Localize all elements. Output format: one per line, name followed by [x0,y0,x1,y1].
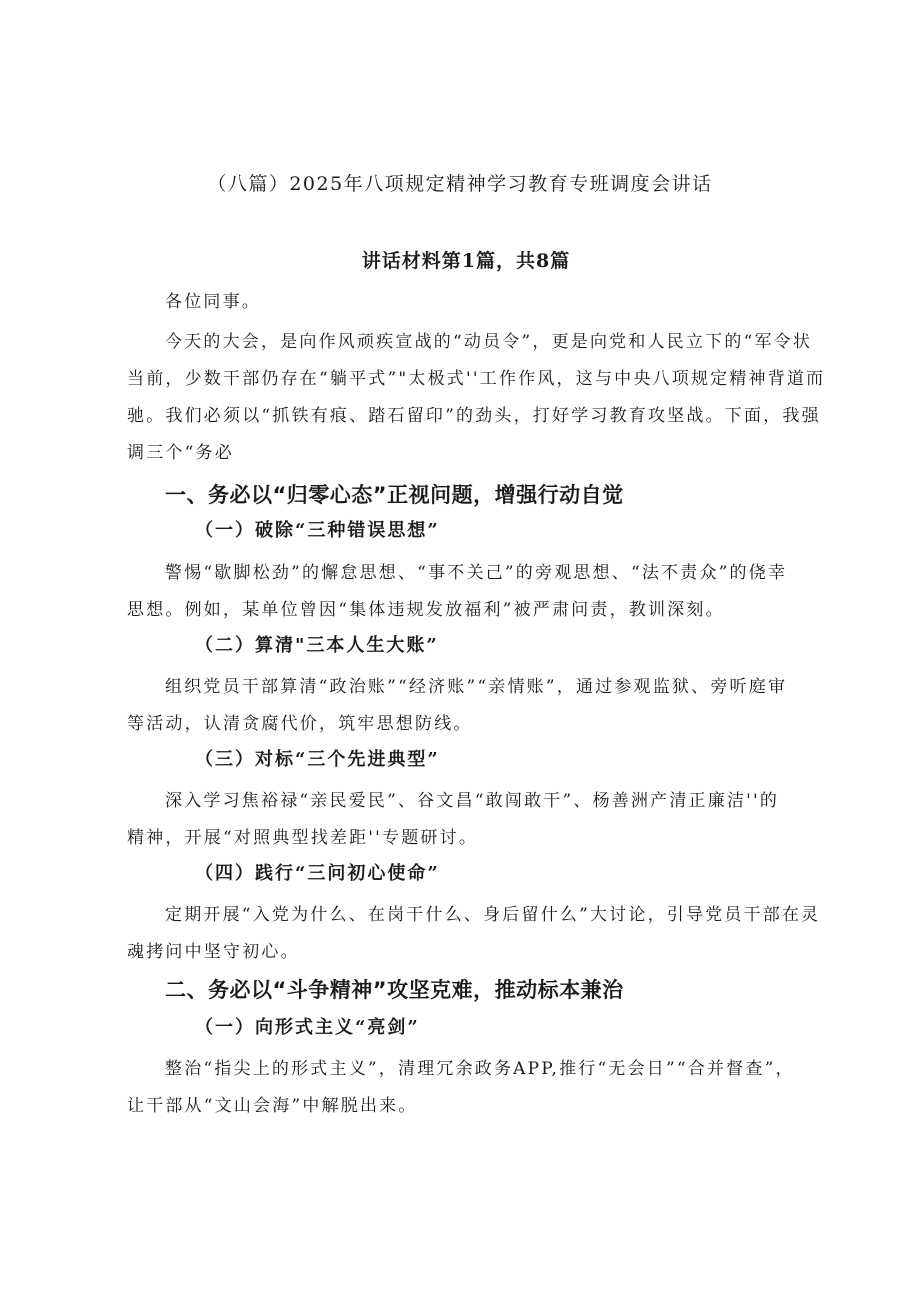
paragraph-line: 让干部从“文山会海”中解脱出来。 [127,1096,418,1116]
subsection-heading: （三）对标“三个先进典型” [195,749,440,770]
paragraph-line: 精神，开展“对照典型找差距''专题研讨。 [127,828,479,848]
intro-line: 今天的大会，是向作风顽疾宣战的“动员令”，更是向党和人民立下的“军令状 [165,332,813,352]
greeting: 各位同事。 [165,292,261,312]
paragraph-line: 整治“指尖上的形式主义”，清理冗余政务APP,推行“无会日”“合并督查”， [165,1059,795,1079]
paragraph-line: 警惕“歇脚松劲”的懈怠思想、“事不关己”的旁观思想、“法不责众”的侥幸 [165,563,788,583]
paragraph-line: 深入学习焦裕禄“亲民爱民”、谷文昌“敢闯敢干”、杨善洲产清正廉洁''的 [165,791,780,811]
intro-line: 驰。我们必须以“抓铁有痕、踏石留印”的劲头，打好学习教育攻坚战。下面，我强 [127,406,821,426]
section-heading: 一、务必以“归零心态”正视问题，增强行动自觉 [165,483,624,507]
subsection-heading: （四）践行“三问初心使命” [195,863,440,884]
document-subtitle: 讲话材料第1篇，共8篇 [361,250,571,272]
subsection-heading: （二）算清"三本人生大账” [195,635,439,656]
paragraph-line: 等活动，认清贪腐代价，筑牢思想防线。 [127,714,473,734]
document-title: （八篇）2025年八项规定精神学习教育专班调度会讲话 [207,173,713,195]
paragraph-line: 定期开展“入党为什么、在岗干什么、身后留什么”大讨论，引导党员干部在灵 [165,905,821,925]
section-heading: 二、务必以“斗争精神”攻坚克难，推动标本兼治 [165,978,624,1002]
intro-line: 当前，少数干部仍存在“躺平式”"太极式''工作作风，这与中央八项规定精神背道而 [127,369,826,389]
subsection-heading: （一）破除“三种错误思想” [195,520,440,541]
paragraph-line: 组织党员干部算清“政治账”“经济账”“亲情账”，通过参观监狱、旁听庭审 [165,677,788,697]
paragraph-line: 魂拷问中坚守初心。 [127,942,300,962]
intro-line: 调三个“务必 [127,443,234,463]
paragraph-line: 思想。例如，某单位曾因“集体违规发放福利”被严肃问责，教训深刻。 [127,600,725,620]
subsection-heading: （一）向形式主义“亮剑” [195,1017,420,1038]
